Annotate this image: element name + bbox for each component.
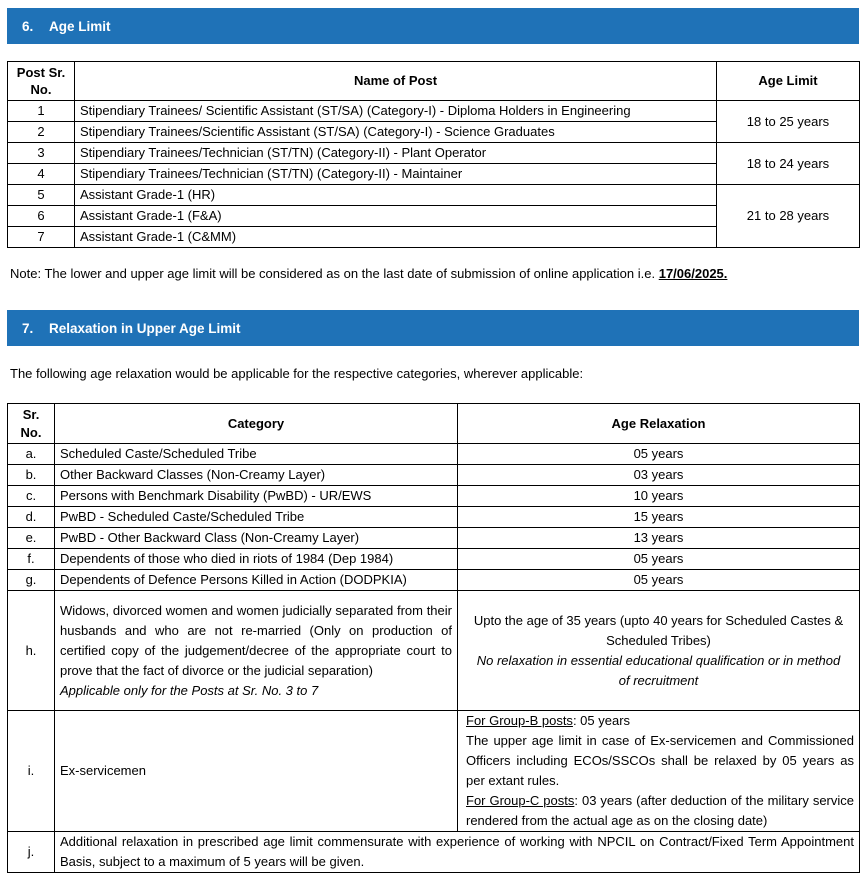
age-relaxation: 05 years [458, 549, 860, 570]
sr-no: d. [8, 507, 55, 528]
age-limit-table [7, 61, 860, 248]
sr-no: i. [8, 711, 55, 832]
age-relaxation: 10 years [458, 486, 860, 507]
sr-no: e. [8, 528, 55, 549]
sr-no: c. [8, 486, 55, 507]
age-relaxation [458, 591, 860, 711]
age-relaxation: 03 years [458, 465, 860, 486]
table-row [8, 591, 860, 711]
category: PwBD - Other Backward Class (Non-Creamy Layer) [55, 528, 458, 549]
post-name: Stipendiary Trainees/Technician (ST/TN) (Category-II) - Plant Operator [75, 143, 717, 164]
age-limit-value: 18 to 25 years [717, 101, 860, 143]
header-age-limit: Age Limit [717, 62, 860, 101]
group-c-text: : 03 years (after deduction of the military service rendered from the actual age as on the closing date) [466, 793, 854, 828]
relaxation-table [7, 403, 860, 873]
sr-no: g. [8, 570, 55, 591]
relaxation-intro: The following age relaxation would be applicable for the respective categories, wherever applicable: [10, 366, 584, 381]
category: Other Backward Classes (Non-Creamy Layer) [55, 465, 458, 486]
header-post-sr-no: Post Sr. No. [8, 62, 75, 101]
post-name: Assistant Grade-1 (HR) [75, 185, 717, 206]
relaxation-text: Upto the age of 35 years (upto 40 years for Scheduled Castes & Scheduled Tribes) [473, 612, 844, 648]
table-row [8, 143, 860, 164]
note-text: Note: The lower and upper age limit will be considered as on the last date of submission of online application i.e. [10, 266, 656, 281]
section-6-number: 6. [22, 18, 34, 34]
header-sr-no: Sr. No. [8, 404, 55, 444]
table-row [8, 570, 860, 591]
header-category: Category [55, 404, 458, 444]
group-c-label: For Group-C posts [466, 793, 575, 808]
additional-relaxation: Additional relaxation in prescribed age limit commensurate with experience of working with NPCIL on Contract/Fixed Term Appointment Basis, subject to a maximum of 5 years will be given. [55, 832, 860, 873]
sr-no: a. [8, 444, 55, 465]
post-sr-no: 1 [8, 101, 75, 122]
post-name: Stipendiary Trainees/ Scientific Assistant (ST/SA) (Category-I) - Diploma Holders in Engineering [75, 101, 717, 122]
category: Dependents of Defence Persons Killed in Action (DODPKIA) [55, 570, 458, 591]
category: Ex-servicemen [55, 711, 458, 832]
header-age-relaxation: Age Relaxation [458, 404, 860, 444]
age-relaxation: 05 years [458, 444, 860, 465]
table-row [8, 101, 860, 122]
age-relaxation [458, 711, 860, 832]
sr-no: j. [8, 832, 55, 873]
table-row [8, 711, 860, 832]
group-b-text: : 05 years [572, 713, 631, 728]
section-7-header [7, 310, 859, 346]
post-sr-no: 2 [8, 122, 75, 143]
table-row [8, 832, 860, 873]
header-name-of-post: Name of Post [75, 62, 717, 101]
age-limit-value: 21 to 28 years [717, 185, 860, 248]
table-row [8, 549, 860, 570]
post-name: Assistant Grade-1 (F&A) [75, 206, 717, 227]
table-row [8, 185, 860, 206]
table-row [8, 444, 860, 465]
age-relaxation: 15 years [458, 507, 860, 528]
sr-no: b. [8, 465, 55, 486]
post-name: Stipendiary Trainees/Technician (ST/TN) (Category-II) - Maintainer [75, 164, 717, 185]
table-row [8, 528, 860, 549]
note-date: 17/06/2025. [658, 266, 728, 281]
post-name: Stipendiary Trainees/Scientific Assistant (ST/SA) (Category-I) - Science Graduates [75, 122, 717, 143]
post-sr-no: 7 [8, 227, 75, 248]
category: PwBD - Scheduled Caste/Scheduled Tribe [55, 507, 458, 528]
category-note: Applicable only for the Posts at Sr. No. 3 to 7 [60, 682, 319, 698]
category: Persons with Benchmark Disability (PwBD) - UR/EWS [55, 486, 458, 507]
table-row [8, 486, 860, 507]
post-sr-no: 4 [8, 164, 75, 185]
section-7-title: Relaxation in Upper Age Limit [49, 320, 241, 336]
sr-no: h. [8, 591, 55, 711]
post-sr-no: 5 [8, 185, 75, 206]
age-limit-value: 18 to 24 years [717, 143, 860, 185]
category-text: Widows, divorced women and women judicially separated from their husbands and who are not re-married (Only on production of certified copy of the judgement/decree of the appropriate court to prove that the fact of divorce or the judicial separation) [60, 602, 452, 678]
section-6-title: Age Limit [49, 18, 111, 34]
sr-no: f. [8, 549, 55, 570]
category: Scheduled Caste/Scheduled Tribe [55, 444, 458, 465]
post-sr-no: 6 [8, 206, 75, 227]
post-sr-no: 3 [8, 143, 75, 164]
category: Dependents of those who died in riots of 1984 (Dep 1984) [55, 549, 458, 570]
post-name: Assistant Grade-1 (C&MM) [75, 227, 717, 248]
section-7-number: 7. [22, 320, 34, 336]
relaxation-note: No relaxation in essential educational qualification or in method of recruitment [476, 652, 841, 688]
category [55, 591, 458, 711]
section-6-header [7, 8, 859, 44]
table-row [8, 507, 860, 528]
group-b-label: For Group-B posts [466, 713, 573, 728]
group-b-detail: The upper age limit in case of Ex-servicemen and Commissioned Officers including ECOs/SSCOs shall be relaxed by 05 years as per extant rules. [466, 733, 854, 788]
age-relaxation: 13 years [458, 528, 860, 549]
table-row [8, 465, 860, 486]
age-relaxation: 05 years [458, 570, 860, 591]
age-limit-note [10, 266, 727, 281]
